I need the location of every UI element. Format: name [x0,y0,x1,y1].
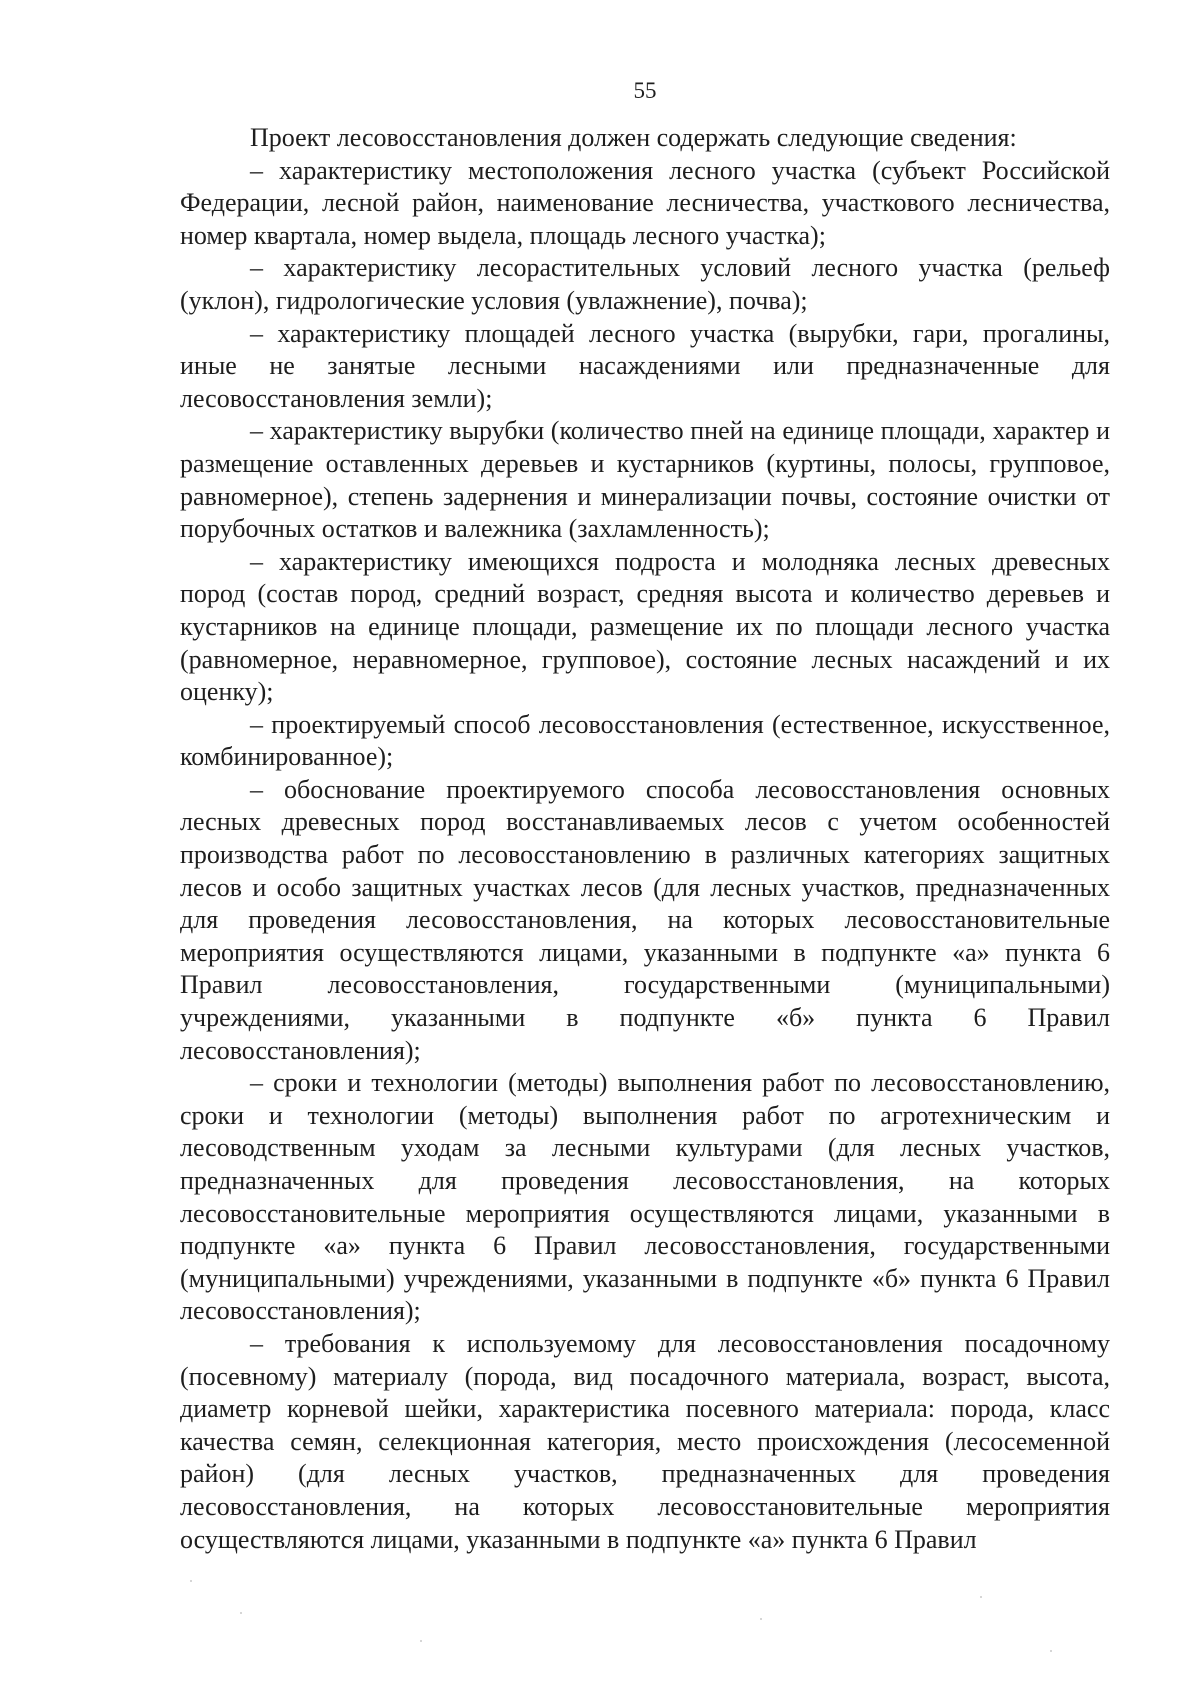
paragraph-areas: – характеристику площадей лесного участка (вырубки, гари, прогалины, иные не занятые лесными насаждениями или предназначенные для лесовосстановления земли); [180,318,1110,413]
scan-speckle [760,1618,762,1620]
paragraph-method: – проектируемый способ лесовосстановления (естественное, искусственное, комбинированное); [180,709,1110,772]
paragraph-timing: – сроки и технологии (методы) выполнения работ по лесовосстановлению, сроки и технологии (методы) выполнения работ по агротехническим и лесоводственным уходам за лесными культурами (для лесных участков, предназначенных для проведения лесовосстановления, на которых лесовосстановительные мероприятия осуществляются лицами, указанными в подпункте «а» пункта 6 Правил лесовосстановления, государственными (муниципальными) учреждениями, указанными в подпункте «б» пункта 6 Правил лесовосстановления); [180,1068,1110,1326]
paragraph-planting-material: – требования к используемому для лесовосстановления посадочному (посевному) материалу (порода, вид посадочного материала, возраст, высота, диаметр корневой шейки, характеристика посевного материала: порода, класс качества семян, селекционная категория, место происхождения (лесосеменной район) (для лесных участков, предназначенных для проведения лесовосстановления, на которых лесовосстановительные мероприятия осуществляются лицами, указанными в подпункте «а» пункта 6 Правил [180,1328,1110,1554]
document-text [180,122,1110,1556]
scan-speckle [420,1640,422,1642]
scan-speckle [1050,1650,1052,1652]
paragraph-growing-conditions: – характеристику лесорастительных условий лесного участка (рельеф (уклон), гидрологические условия (увлажнение), почва); [180,253,1110,315]
paragraph-location: – характеристику местоположения лесного участка (субъект Российской Федерации, лесной район, наименование лесничества, участкового лесничества, номер квартала, номер выдела, площадь лесного участка); [180,155,1110,250]
paragraph-justification: – обоснование проектируемого способа лесовосстановления основных лесных древесных пород восстанавливаемых лесов с учетом особенностей производства работ по лесовосстановлению в различных категориях защитных лесов и особо защитных участках лесов (для лесных участков, предназначенных для проведения лесовосстановления, на которых лесовосстановительные мероприятия осуществляются лицами, указанными в подпункте «а» пункта 6 Правил лесовосстановления, государственными (муниципальными) учреждениями, указанными в подпункте «б» пункта 6 Правил лесовосстановления); [180,774,1110,1065]
paragraph-intro: Проект лесовосстановления должен содержать следующие сведения: [250,123,1017,152]
paragraph-undergrowth: – характеристику имеющихся подроста и молодняка лесных древесных пород (состав пород, средний возраст, средняя высота и количество деревьев и кустарников на единице площади, размещение их по площади лесного участка (равномерное, неравномерное, групповое), состояние лесных насаждений и их оценку); [180,546,1110,707]
scan-speckle [240,1612,242,1614]
scan-speckle [980,1596,982,1598]
scan-speckle [190,1580,192,1582]
paragraph-clearing: – характеристику вырубки (количество пней на единице площади, характер и размещение оставленных деревьев и кустарников (куртины, полосы, групповое, равномерное), степень задернения и минерализации почвы, состояние очистки от порубочных остатков и валежника (захламленность); [180,416,1110,544]
page-number: 55 [633,78,657,103]
